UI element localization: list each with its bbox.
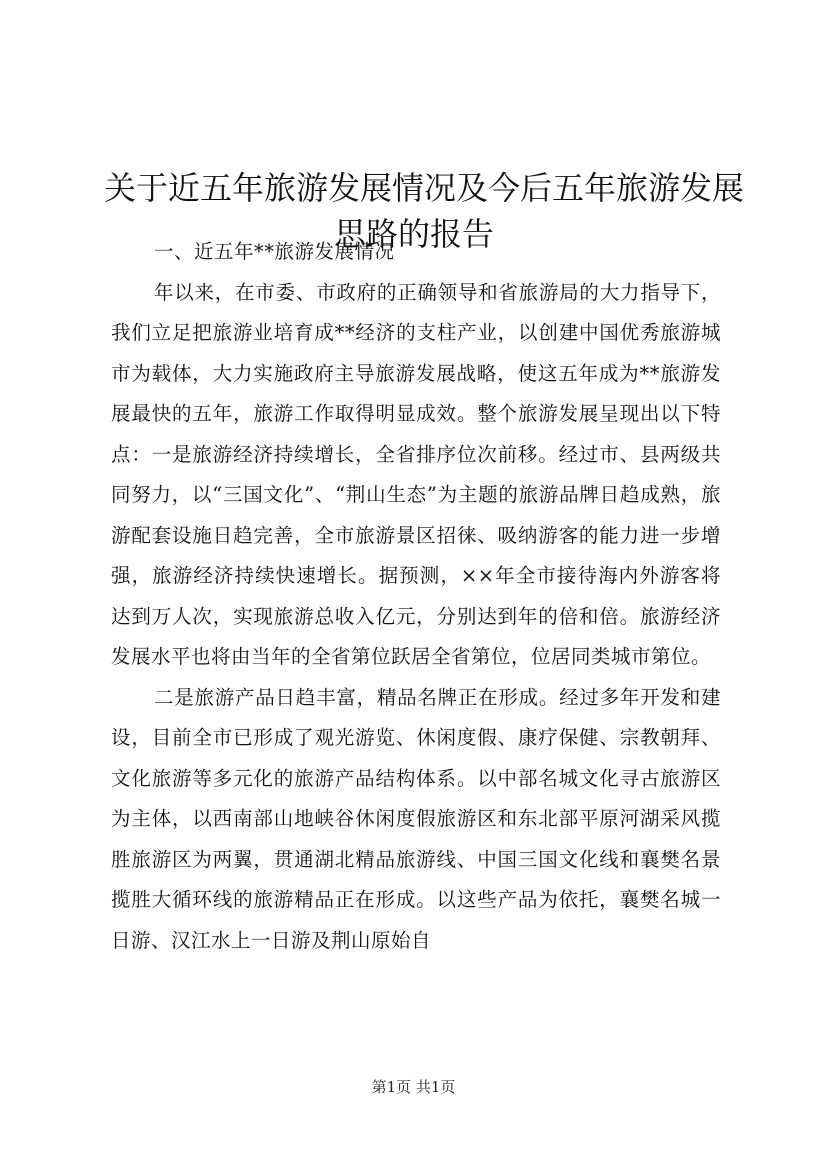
paragraph-2: 二是旅游产品日趋丰富，精品名牌正在形成。经过多年开发和建设，目前全市已形成了观光游览、休闲度假、康疗保健、宗教朝拜、文化旅游等多元化的旅游产品结构体系。以中部名城文化寻古旅游区为主体，以西南部山地峡谷休闲度假旅游区和东北部平原河湖采风揽胜旅游区为两翼，贯通湖北精品旅游线、中国三国文化线和襄樊名景揽胜大循环线的旅游精品正在形成。以这些产品为依托，襄樊名城一日游、汉江水上一日游及荆山原始自	[111, 685, 721, 952]
title-line-2: 思路的报告	[333, 215, 494, 254]
title-line-1: 关于近五年旅游发展情况及今后五年旅游发展	[104, 169, 745, 208]
paragraph-1: 年以来，在市委、市政府的正确领导和省旅游局的大力指导下，我们立足把旅游业培育成**经济的支柱产业，以创建中国优秀旅游城市为载体，大力实施政府主导旅游发展战略，使这五年成为**旅游发展最快的五年，旅游工作取得明显成效。整个旅游发展呈现出以下特点：一是旅游经济持续增长，全省排序位次前移。经过市、县两级共同努力，以“三国文化”、“荆山生态”为主题的旅游品牌日趋成熟，旅游配套设施日趋完善，全市旅游景区招徕、吸纳游客的能力进一步增强，旅游经济持续快速增长。据预测，××年全市接待海内外游客将达到万人次，实现旅游总收入亿元，分别达到年的倍和倍。旅游经济发展水平也将由当年的全省第位跃居全省第位，位居同类城市第位。	[111, 280, 721, 668]
page-footer: 第1页 共1页	[371, 1078, 456, 1096]
document-body	[111, 232, 721, 961]
section-heading: 一、近五年**旅游发展情况	[154, 240, 395, 263]
